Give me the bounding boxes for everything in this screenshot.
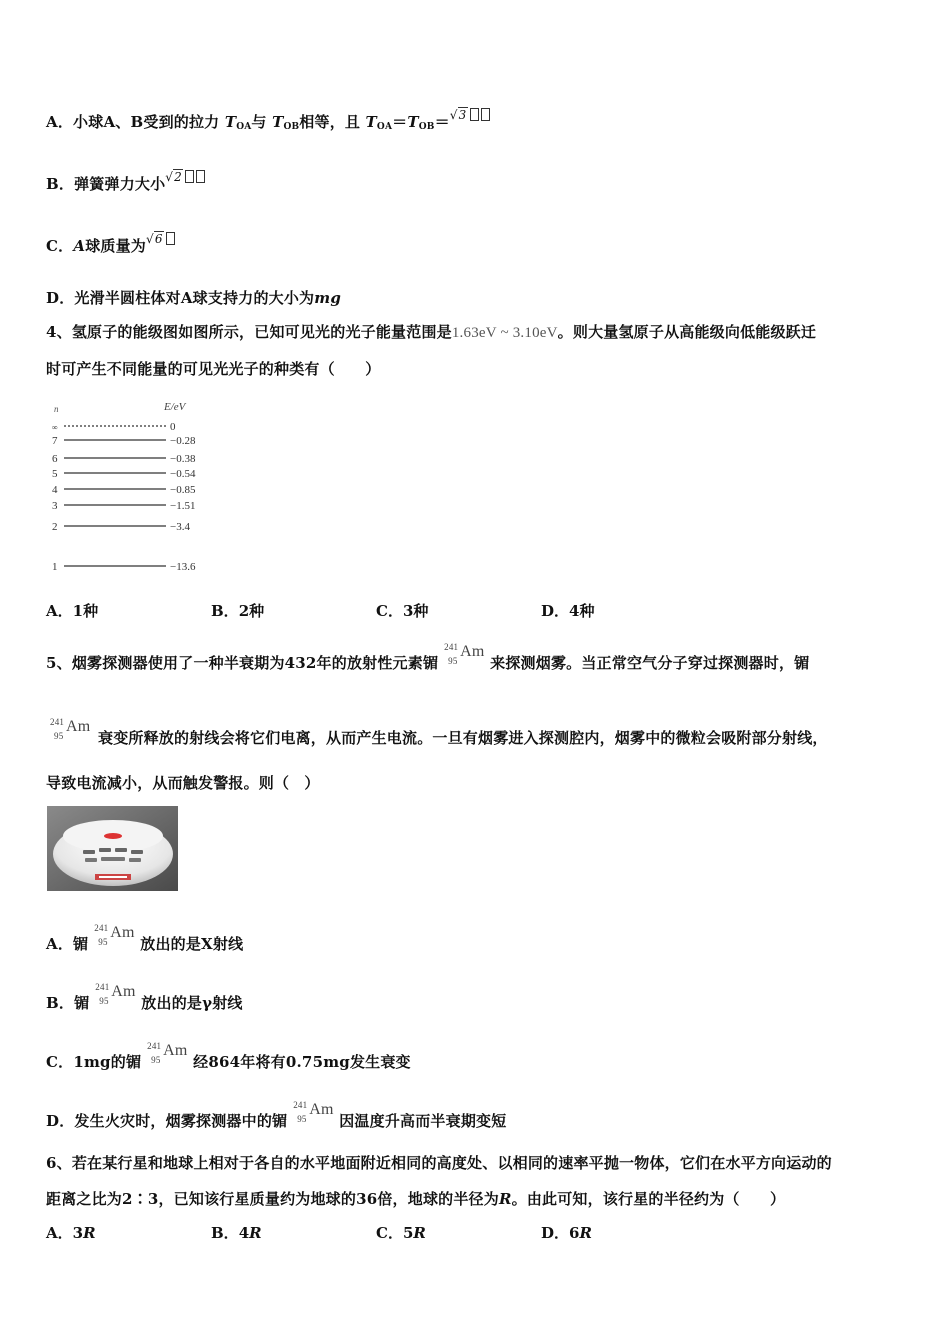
subscript-ob: OB (418, 122, 435, 132)
tension-symbol: T (407, 113, 419, 131)
atomic-number: 95 (99, 996, 109, 1006)
mass-number: 241 (147, 1041, 162, 1051)
q5-option-c[interactable] (46, 1041, 411, 1072)
stem-text: 衰变所释放的射线会将它们电离，从而产生电流。一旦有烟雾进入探测腔内，烟雾中的微粒会吸附部分射线， (98, 729, 828, 747)
option-number: 6 (569, 1224, 580, 1242)
option-letter: D． (46, 289, 75, 307)
q6-option-c[interactable] (376, 1222, 426, 1243)
equals: ＝ (392, 113, 408, 131)
option-letter: B． (46, 175, 75, 193)
level-n-label: 1 (52, 561, 58, 573)
missing-glyph-icon (166, 232, 175, 245)
level-energy-label: −3.4 (170, 521, 190, 533)
option-letter: B． (46, 994, 75, 1012)
option-text: 镅 (73, 935, 89, 953)
option-letter: C． (376, 1224, 403, 1242)
option-letter: D． (46, 1112, 75, 1130)
mass-number: 241 (50, 717, 65, 727)
nuclide-am241 (48, 717, 98, 747)
stem-text: 6、若在某行星和地球上相对于各自的水平地面附近相同的高度处、以相同的速率平抛一物体，它们在水平方向运动的 (46, 1154, 832, 1172)
sqrt-value: 2 (174, 170, 182, 184)
nuclide-am241 (438, 642, 490, 672)
level-energy-label: −0.28 (170, 435, 196, 447)
axis-label-energy: E/eV (164, 401, 186, 413)
element-symbol: Am (66, 718, 91, 735)
option-text: 球质量为 (85, 237, 146, 255)
level-energy-label: −0.54 (170, 468, 196, 480)
q3-option-c (46, 232, 175, 256)
stem-text: 。由此可知，该行星的半径约为（ ） (511, 1190, 786, 1208)
stem-text: 。则大量氢原子从高能级向低能级跃迁 (557, 323, 817, 341)
mass-number: 241 (293, 1100, 308, 1110)
option-text: 弹簧弹力大小 (74, 175, 166, 193)
radius-symbol: R (498, 1190, 512, 1208)
level-energy-label: −1.51 (170, 500, 196, 512)
option-text: 经864年将有0.75mg发生衰变 (193, 1053, 411, 1071)
option-text: 发生火灾时，烟雾探测器中的镅 (74, 1112, 288, 1130)
level-n-label: 2 (52, 521, 58, 533)
option-number: 5 (402, 1224, 414, 1242)
option-text: 1种 (72, 602, 99, 620)
radius-symbol: R (249, 1224, 262, 1242)
sqrt-expression: √2 (165, 170, 182, 184)
q5-option-a[interactable] (46, 923, 244, 954)
q6-option-a[interactable] (46, 1222, 96, 1243)
element-symbol: Am (309, 1101, 334, 1118)
option-text: 4种 (569, 602, 595, 620)
sqrt-expression: √6 (146, 232, 163, 246)
q6-stem-line2 (46, 1188, 785, 1209)
mass-number: 241 (444, 642, 459, 652)
missing-glyph-icon (196, 170, 205, 183)
option-letter: A． (46, 935, 74, 953)
level-n-label: ∞ (52, 423, 58, 432)
nuclide-am241 (88, 923, 140, 953)
radius-symbol: R (83, 1224, 96, 1242)
option-letter: D． (541, 602, 570, 620)
option-letter: A． (46, 1224, 73, 1242)
option-text: 因温度升高而半衰期变短 (339, 1112, 507, 1130)
atomic-number: 95 (297, 1114, 307, 1124)
q4-stem-line2 (46, 358, 380, 379)
atomic-number: 95 (151, 1055, 161, 1065)
option-text: 放出的是γ射线 (141, 994, 243, 1012)
level-n-label: 7 (52, 435, 58, 447)
option-text: 相等，且 (299, 113, 361, 131)
atomic-number: 95 (98, 937, 108, 947)
subscript-oa: OA (236, 122, 252, 132)
option-text: 2种 (238, 602, 265, 620)
element-symbol: Am (110, 924, 135, 941)
energy-range: 1.63eV ~ 3.10eV (451, 325, 558, 341)
level-n-label: 3 (52, 500, 58, 512)
option-letter: B． (211, 1224, 239, 1242)
mass-number: 241 (94, 923, 109, 933)
q5-option-b[interactable] (46, 982, 243, 1013)
axis-label-n: n (54, 404, 59, 414)
option-text: 放出的是X射线 (140, 935, 244, 953)
option-number: 4 (238, 1224, 250, 1242)
stem-text: 4、氢原子的能级图如图所示，已知可见光的光子能量范围是 (46, 323, 452, 341)
option-text: 与 (251, 113, 267, 131)
level-n-label: 4 (52, 484, 58, 496)
q6-option-b[interactable] (211, 1222, 262, 1243)
sqrt-expression: √3 (449, 108, 467, 122)
option-letter: C． (46, 1053, 74, 1071)
mg-symbol: mg (314, 289, 342, 307)
element-symbol: Am (163, 1042, 188, 1059)
option-text: 3种 (402, 602, 429, 620)
level-energy-label: −13.6 (170, 561, 196, 573)
q3-option-b (46, 170, 205, 194)
stem-text: 导致电流减小，从而触发警报。则（ ） (46, 774, 320, 792)
q4-stem-line1 (46, 321, 816, 342)
level-n-label: 6 (52, 453, 58, 465)
stem-text: 5、烟雾探测器使用了一种半衰期为432年的放射性元素镅 (46, 654, 439, 672)
nuclide-am241 (287, 1100, 339, 1130)
q5-stem-line2 (48, 717, 828, 748)
missing-glyph-icon (481, 108, 490, 121)
sqrt-value: 3 (458, 108, 467, 122)
option-letter: C． (376, 602, 403, 620)
tension-symbol: T (272, 113, 284, 131)
tension-symbol: T (224, 113, 237, 131)
option-letter: D． (541, 1224, 570, 1242)
q5-stem-line1 (46, 642, 810, 673)
q4-option-a[interactable] (46, 600, 98, 621)
option-number: 3 (72, 1224, 84, 1242)
mass-number: 241 (95, 982, 110, 992)
stem-text: 来探测烟雾。当正常空气分子穿过探测器时，镅 (490, 654, 810, 672)
element-symbol: Am (460, 643, 485, 660)
q5-option-d[interactable] (46, 1100, 507, 1131)
q6-stem-line1 (46, 1152, 832, 1173)
q3-option-a (46, 108, 490, 132)
missing-glyph-icon (470, 108, 479, 121)
radius-symbol: R (413, 1224, 426, 1242)
option-letter: B． (211, 602, 239, 620)
stem-text: 时可产生不同能量的可见光光子的种类有（ ） (46, 360, 381, 378)
option-text: 光滑半圆柱体对A球支持力的大小为 (74, 289, 315, 307)
radius-symbol: R (579, 1224, 592, 1242)
q6-option-d[interactable] (541, 1222, 592, 1243)
tension-symbol: T (365, 113, 377, 131)
q4-option-c[interactable] (376, 600, 428, 621)
option-text: 镅 (74, 994, 90, 1012)
ball-label: A (73, 237, 86, 255)
stem-text: 距离之比为2∶3，已知该行星质量约为地球的36倍，地球的半径为 (46, 1190, 499, 1208)
level-energy-label: 0 (170, 421, 176, 433)
subscript-oa: OA (376, 122, 393, 132)
nuclide-am241 (141, 1041, 193, 1071)
sqrt-value: 6 (154, 232, 163, 246)
atomic-number: 95 (448, 656, 458, 666)
missing-glyph-icon (185, 170, 194, 183)
option-letter: A． (46, 113, 74, 131)
level-n-label: 5 (52, 468, 58, 480)
smoke-detector-image (47, 806, 178, 891)
option-letter: C． (46, 237, 74, 255)
option-letter: A． (46, 602, 73, 620)
q4-option-b[interactable] (211, 600, 264, 621)
q5-stem-line3 (46, 772, 320, 793)
level-energy-label: −0.85 (170, 484, 196, 496)
energy-level-diagram (46, 398, 216, 580)
option-text: 1mg的镅 (73, 1053, 142, 1071)
subscript-ob: OB (283, 122, 300, 132)
nuclide-am241 (89, 982, 141, 1012)
equals: ＝ (434, 113, 450, 131)
level-energy-label: −0.38 (170, 453, 196, 465)
option-text: 小球A、B受到的拉力 (73, 113, 220, 131)
element-symbol: Am (111, 983, 136, 1000)
atomic-number: 95 (54, 731, 64, 741)
q4-option-d[interactable] (541, 600, 594, 621)
smoke-detector-icon (47, 806, 178, 891)
q3-option-d (46, 287, 341, 308)
energy-level-svg (46, 398, 216, 580)
